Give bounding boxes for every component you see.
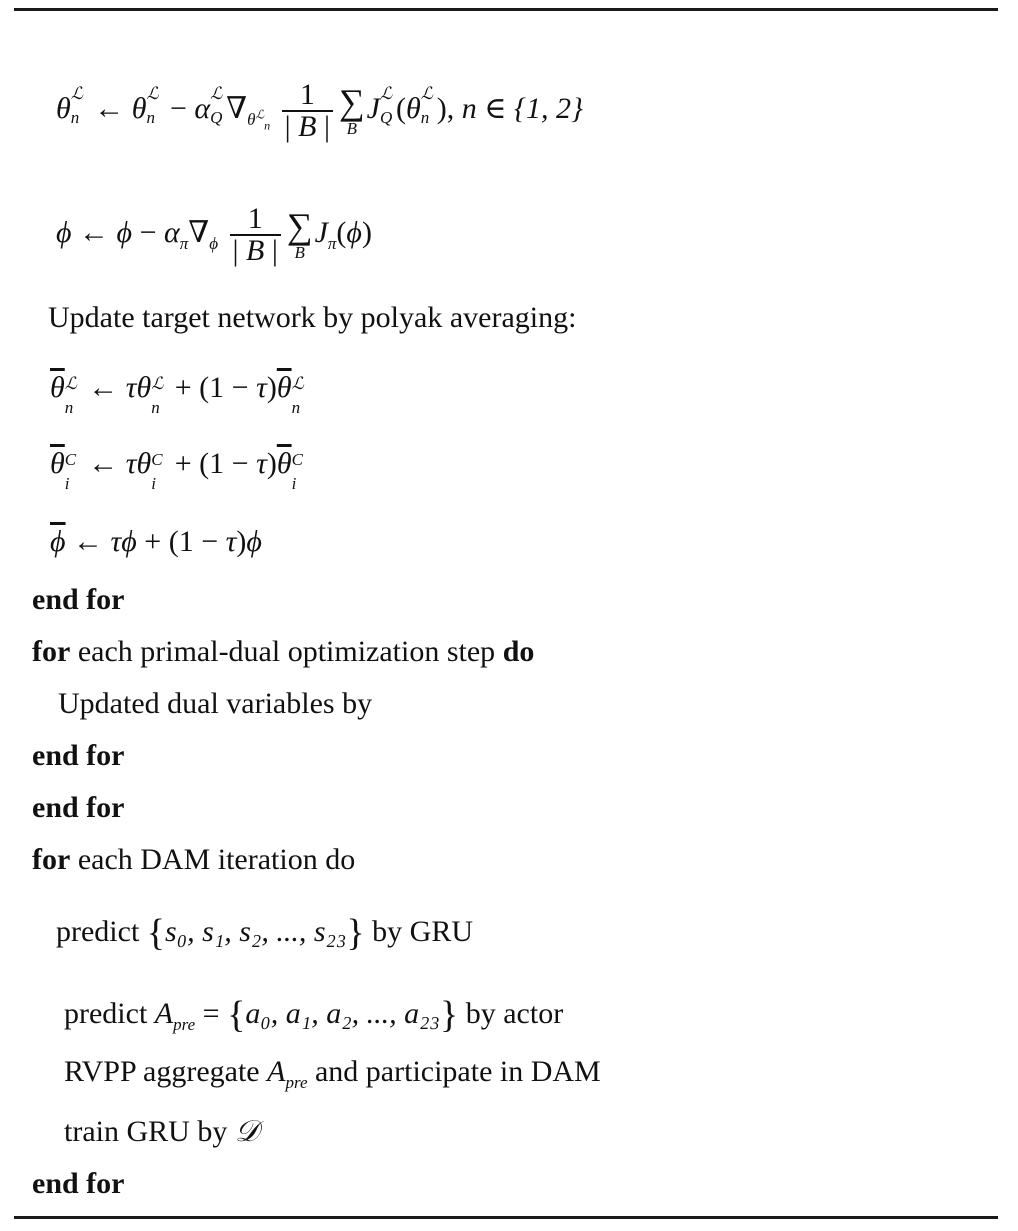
rvpp-text: RVPP aggregate <box>64 1055 260 1088</box>
end-for-3: end for <box>32 791 125 824</box>
top-rule <box>14 8 998 11</box>
for-keyword: for <box>32 843 71 876</box>
for-primal-text: each primal-dual optimization step <box>70 635 503 668</box>
end-for-1: end for <box>32 583 125 616</box>
train-gru-text: train GRU by <box>64 1115 228 1148</box>
rvpp-aggregate-line: RVPP aggregate $A_{pre}$ and participate in DAM <box>64 1055 601 1092</box>
n-index-set: n ∈ {1, 2} <box>461 91 583 125</box>
predict-actions-line: predict $A_{pre} = \{a_0$, a₁, a₂, ..., a₂₃} by actor <box>64 994 564 1036</box>
for-keyword: for <box>32 635 71 668</box>
polyak-theta-C-equation: $\overline{\theta}$ C i ← τθ C i + $(1 - \tau)\overline{\theta}$ C i <box>50 447 303 493</box>
for-primal-dual-line <box>32 634 534 670</box>
train-gru-line <box>64 1114 259 1150</box>
do-keyword: do <box>502 635 535 668</box>
polyak-theta-L-equation: $\overline{\theta}$ ℒ n ← τθ ℒ n + $(1 - \tau)\overline{\theta}$ ℒ n <box>50 371 304 417</box>
predict-states-line: predict {s₀, s₁, s₂, ..., s₂₃} by GRU <box>56 912 473 954</box>
updated-dual-text: Updated dual variables by <box>58 687 373 720</box>
predict-label: predict <box>64 997 148 1030</box>
end-for-2: end for <box>32 739 125 772</box>
participate-text: and participate in DAM <box>314 1055 601 1088</box>
predict-label: predict <box>56 915 140 948</box>
actor-update-equation: ϕ ← $\phi - \alpha_\pi\nabla_\phi$ $\frac{1}{| B |}$ ∑ B $J_\pi(\phi)$ <box>56 202 372 267</box>
action-sequence: a₀, a₁, a₂, ..., a₂₃ <box>245 997 440 1030</box>
by-gru-text: by GRU <box>372 915 473 948</box>
update-target-text: Update target network by polyak averaging: <box>48 301 577 334</box>
by-actor-text: by actor <box>465 997 564 1030</box>
state-sequence: s₀, s₁, s₂, ..., s₂₃ <box>165 915 347 948</box>
for-dam-text: each DAM iteration do <box>70 843 356 876</box>
dataset-symbol: 𝒟 <box>234 1115 259 1148</box>
end-for-4: end for <box>32 1167 125 1200</box>
critic-update-equation: θ ℒ n ← θ ℒ n − α ℒ Q $\nabla_{\theta^ℒ_n}$ $\frac{1}{| B |}$ ∑ B J ℒ Q (θ ℒ n ), n ∈ {1, 2} <box>56 78 583 143</box>
polyak-phi-equation: $\overline{\phi}$ ← τϕ + (1 − τ)ϕ <box>50 525 262 558</box>
for-dam-line <box>32 842 355 878</box>
bottom-rule <box>14 1216 998 1219</box>
